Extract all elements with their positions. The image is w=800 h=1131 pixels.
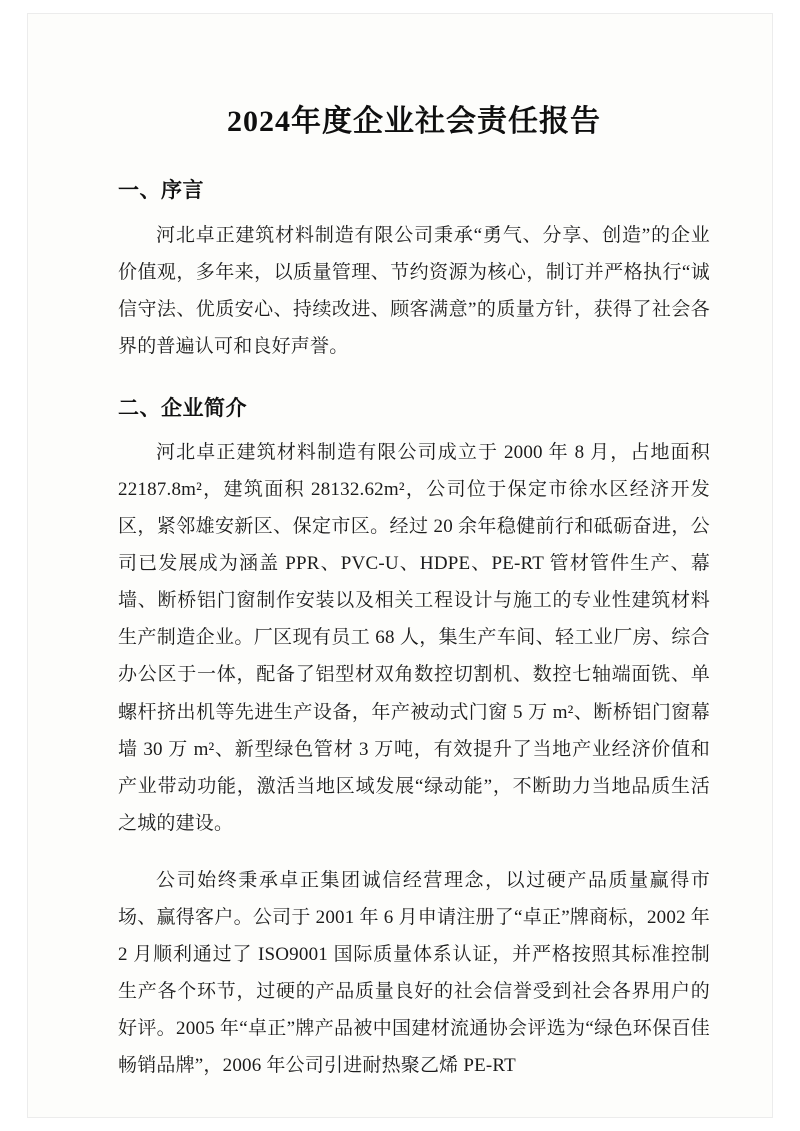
paragraph-spacer <box>118 848 710 862</box>
paragraph-profile-2: 公司始终秉承卓正集团诚信经营理念，以过硬产品质量赢得市场、赢得客户。公司于 2001 年 6 月申请注册了“卓正”牌商标，2002 年 2 月顺利通过了 ISO9001 国际质量体系认证，并严格按照其标准控制生产各个环节，过硬的产品质量良好的社会信誉受到社会各界用户的好评。2005 年“卓正”牌产品被中国建材流通协会评选为“绿色环保百佳畅销品牌”，2006 年公司引进耐热聚乙烯 PE-RT <box>118 869 710 1076</box>
page-title: 2024年度企业社会责任报告 <box>227 105 601 138</box>
document-content <box>118 84 710 1084</box>
section-heading-company-profile: 二、企业简介 <box>118 395 247 420</box>
paragraph-preface-1: 河北卓正建筑材料制造有限公司秉承“勇气、分享、创造”的企业价值观，多年来，以质量管理、节约资源为核心，制订并严格执行“诚信守法、优质安心、持续改进、顾客满意”的质量方针，获得了社会各界的普遍认可和良好声誉。 <box>118 224 710 357</box>
paper-sheet <box>28 14 772 1117</box>
paragraph-profile-1: 河北卓正建筑材料制造有限公司成立于 2000 年 8 月，占地面积 22187.8m²，建筑面积 28132.62m²，公司位于保定市徐水区经济开发区，紧邻雄安新区、保定市区。经过 20 余年稳健前行和砥砺奋进，公司已发展成为涵盖 PPR、PVC-U、HDPE、PE-RT 管材管件生产、幕墙、断桥铝门窗制作安装以及相关工程设计与施工的专业性建筑材料生产制造企业。厂区现有员工 68 人，集生产车间、轻工业厂房、综合办公区于一体，配备了铝型材双角数控切割机、数控七轴端面铣、单螺杆挤出机等先进生产设备，年产被动式门窗 5 万 m²、断桥铝门窗幕墙 30 万 m²、新型绿色管材 3 万吨，有效提升了当地产业经济价值和产业带动功能，激活当地区域发展“绿动能”，不断助力当地品质生活之城的建设。 <box>118 442 710 834</box>
section-heading-preface: 一、序言 <box>118 178 204 202</box>
